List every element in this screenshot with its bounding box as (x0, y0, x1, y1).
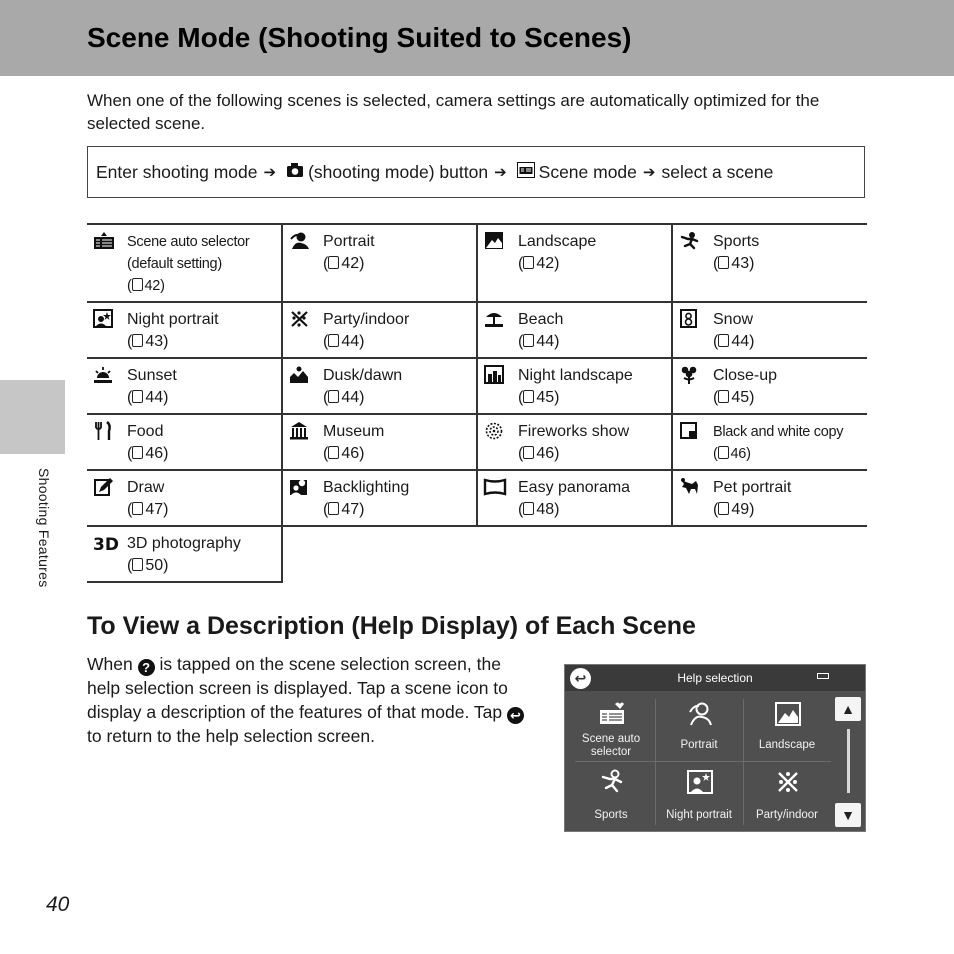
scene-cell: Black and white copy ( 46) (672, 414, 867, 470)
reference-icon (132, 390, 143, 403)
food-icon (93, 421, 117, 443)
scene-cell: Easy panorama ( 48) (477, 470, 672, 526)
scene-ref: 47 (145, 501, 164, 518)
scene-cell: Sunset ( 44) (87, 358, 282, 414)
scrollbar[interactable] (847, 729, 850, 793)
scene-name: Easy panorama (518, 479, 631, 496)
back-icon: ↩ (507, 707, 524, 724)
scene-ref: 42 (536, 255, 555, 272)
svg-text:3D: 3D (93, 535, 119, 555)
museum-icon (289, 421, 313, 443)
scene-name: Night portrait (127, 311, 219, 328)
reference-icon (718, 256, 729, 269)
intro-text: When one of the following scenes is selected, camera settings are automatically optimized for the selected scene. (87, 91, 820, 133)
scene-cell: Pet portrait ( 49) (672, 470, 867, 526)
reference-icon (523, 334, 534, 347)
scene-ref: 46 (145, 445, 164, 462)
scene-cell: Landscape ( 42) (477, 224, 672, 302)
section-title: To View a Description (Help Display) of Each Scene (87, 612, 696, 640)
help-text-part: is tapped on the scene selection screen, the help selection screen is displayed. Tap a scene icon to display a description of the features of that mode. Tap (87, 654, 508, 722)
reference-icon (718, 334, 729, 347)
close-up-icon (679, 365, 703, 387)
battery-icon (817, 673, 829, 679)
easy-panorama-icon (484, 477, 508, 499)
screen-title: Help selection (677, 671, 753, 685)
scene-cell: Close-up ( 45) (672, 358, 867, 414)
step-shooting-mode-button: (shooting mode) button (308, 161, 489, 182)
reference-icon (132, 334, 143, 347)
step-enter-shooting: Enter shooting mode (96, 161, 258, 182)
help-item-label: Sports (594, 809, 628, 821)
scene-name: Landscape (518, 233, 597, 250)
reference-icon (718, 502, 729, 515)
scene-cell: Night portrait ( 43) (87, 302, 282, 358)
scene-name: Sunset (127, 367, 177, 384)
reference-icon (132, 278, 143, 291)
scene-cell: Beach ( 44) (477, 302, 672, 358)
reference-icon (523, 446, 534, 459)
scene-ref: 48 (536, 501, 555, 518)
portrait-icon (687, 701, 713, 727)
scene-name: Sports (713, 233, 760, 250)
scene-cell: Draw ( 47) (87, 470, 282, 526)
scene-ref: 43 (145, 333, 164, 350)
scene-ref: 45 (536, 389, 555, 406)
reference-icon (523, 256, 534, 269)
landscape-icon (484, 231, 508, 253)
scene-ref: 45 (731, 389, 750, 406)
sunset-icon (93, 365, 117, 387)
empty-cell (477, 526, 672, 582)
sports-icon (599, 769, 625, 795)
reference-icon (328, 502, 339, 515)
help-scene-grid (575, 695, 831, 829)
scene-icon (517, 162, 535, 183)
scene-cell: Scene auto selector (default setting) ( 42) (87, 224, 282, 302)
help-item-sports[interactable] (567, 763, 655, 829)
page-title: Scene Mode (Shooting Suited to Scenes) (87, 22, 632, 53)
reference-icon (328, 334, 339, 347)
scene-cell: Fireworks show ( 46) (477, 414, 672, 470)
scene-auto-icon (93, 231, 117, 253)
scene-name: Night landscape (518, 367, 633, 384)
scene-cell: Snow ( 44) (672, 302, 867, 358)
side-label: Shooting Features (36, 468, 52, 588)
scene-name: Black and white copy (713, 424, 844, 440)
scene-name: 3D photography (127, 535, 241, 552)
empty-cell (282, 526, 477, 582)
scene-name: Beach (518, 311, 564, 328)
reference-icon (523, 390, 534, 403)
help-text-part: When (87, 654, 133, 674)
scene-ref: 42 (341, 255, 360, 272)
step-scene-mode: Scene mode (538, 161, 637, 182)
arrow-icon: ➔ (263, 164, 277, 181)
help-item-label: Party/indoor (755, 809, 818, 821)
help-item-night-portrait[interactable] (655, 763, 743, 829)
scene-cell: Dusk/dawn ( 44) (282, 358, 477, 414)
scene-ref: 50 (145, 557, 164, 574)
scene-table (87, 223, 867, 583)
night-landscape-icon (484, 365, 508, 387)
party-indoor-icon (289, 309, 313, 331)
scene-name: Food (127, 423, 164, 440)
help-item-scene-auto[interactable] (567, 695, 655, 761)
scene-name: Pet portrait (713, 479, 792, 496)
reference-icon (132, 446, 143, 459)
dusk-dawn-icon (289, 365, 313, 387)
scene-cell: Portrait ( 42) (282, 224, 477, 302)
scene-cell: Party/indoor ( 44) (282, 302, 477, 358)
scene-ref: 43 (731, 255, 750, 272)
reference-icon (328, 446, 339, 459)
scene-ref: 46 (341, 445, 360, 462)
sports-icon (679, 231, 703, 253)
help-icon: ? (138, 659, 155, 676)
scene-name: Dusk/dawn (323, 367, 403, 384)
scene-cell: 3D 3D photography ( 50) (87, 526, 282, 582)
scene-cell: Food ( 46) (87, 414, 282, 470)
scene-ref: 47 (341, 501, 360, 518)
reference-icon (328, 390, 339, 403)
scene-note: (default setting) (127, 256, 222, 272)
arrow-icon: ➔ (494, 164, 507, 181)
backlighting-icon (289, 477, 313, 499)
scene-ref: 44 (536, 333, 555, 350)
help-item-label: selector (590, 746, 632, 758)
scene-name: Party/indoor (323, 311, 410, 328)
black-white-copy-icon (679, 421, 703, 443)
back-button[interactable]: ↩ (570, 668, 591, 689)
scene-ref: 46 (730, 446, 747, 462)
scene-name: Museum (323, 423, 385, 440)
night-portrait-icon (687, 769, 713, 795)
scene-ref: 44 (145, 389, 164, 406)
scene-name: Snow (713, 311, 754, 328)
scene-name: Close-up (713, 367, 778, 384)
reference-icon (328, 256, 339, 269)
scene-cell: Sports ( 43) (672, 224, 867, 302)
scene-name: Fireworks show (518, 423, 630, 440)
reference-icon (718, 446, 729, 459)
portrait-icon (289, 231, 313, 253)
empty-cell (672, 526, 867, 582)
snow-icon (679, 309, 703, 331)
step-select-scene: select a scene (661, 161, 774, 182)
scroll-up-button[interactable]: ▲ (835, 697, 861, 721)
help-selection-screen (564, 664, 866, 832)
party-indoor-icon (775, 769, 801, 795)
reference-icon (132, 558, 143, 571)
help-text-part: to return to the help selection screen. (87, 726, 375, 746)
pet-portrait-icon (679, 477, 703, 499)
reference-icon (718, 390, 729, 403)
navigation-steps (87, 146, 865, 198)
help-item-portrait[interactable] (655, 695, 743, 761)
side-tab (0, 380, 65, 454)
fireworks-icon (484, 421, 508, 443)
scene-ref: 44 (341, 389, 360, 406)
grid-divider (575, 761, 831, 762)
help-item-label: Landscape (758, 739, 816, 751)
landscape-icon (775, 701, 801, 727)
arrow-icon: ➔ (642, 164, 656, 181)
page-number: 40 (46, 893, 70, 916)
scroll-down-button[interactable]: ▼ (835, 803, 861, 827)
reference-icon (132, 502, 143, 515)
scene-ref: 44 (731, 333, 750, 350)
scene-cell: Backlighting ( 47) (282, 470, 477, 526)
scene-name: Draw (127, 479, 165, 496)
scene-ref: 44 (341, 333, 360, 350)
scene-cell: Museum ( 46) (282, 414, 477, 470)
help-item-party-indoor[interactable] (743, 763, 831, 829)
help-description (87, 652, 537, 748)
help-item-label: Scene auto (581, 733, 641, 745)
scene-ref: 42 (144, 278, 161, 294)
draw-icon (93, 477, 117, 499)
scene-auto-icon (599, 701, 625, 727)
night-portrait-icon (93, 309, 117, 331)
scene-cell: Night landscape ( 45) (477, 358, 672, 414)
help-item-label: Portrait (680, 739, 718, 751)
help-item-landscape[interactable] (743, 695, 831, 761)
3d-photography-icon (93, 533, 117, 555)
camera-icon (286, 162, 304, 183)
reference-icon (523, 502, 534, 515)
scene-name: Backlighting (323, 479, 410, 496)
scene-name: Scene auto selector (127, 234, 250, 250)
scene-name: Portrait (323, 233, 375, 250)
scene-ref: 49 (731, 501, 750, 518)
scene-ref: 46 (536, 445, 555, 462)
beach-icon (484, 309, 508, 331)
help-item-label: Night portrait (666, 809, 732, 821)
